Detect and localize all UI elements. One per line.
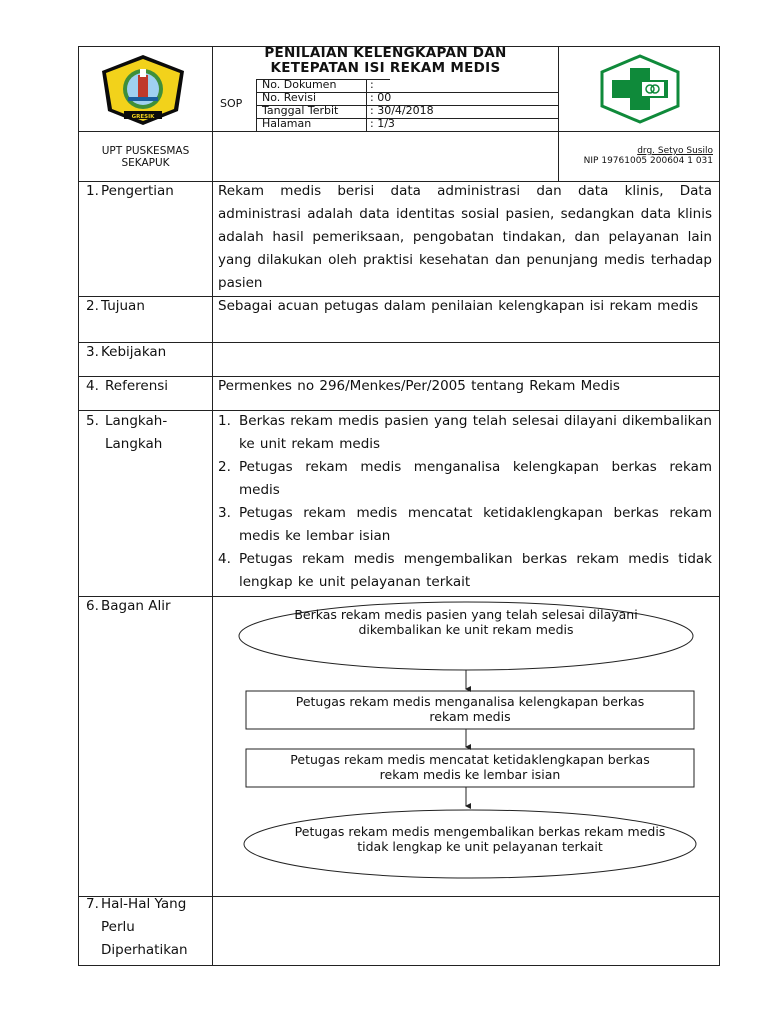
list-item <box>218 548 712 594</box>
signer <box>559 146 713 166</box>
step-number: 2. <box>218 459 231 475</box>
flow-line: Petugas rekam medis mencatat ketidaklengkapan berkas <box>290 752 650 767</box>
section-label-langkah <box>86 410 210 456</box>
section-text-tujuan: Sebagai acuan petugas dalam penilaian kelengkapan isi rekam medis <box>218 298 699 314</box>
section-number: 7. <box>86 896 99 912</box>
step-text: Petugas rekam medis menganalisa kelengkapan berkas rekam medis <box>239 459 712 498</box>
meta-value: : <box>370 78 374 91</box>
section-label-pengertian <box>86 180 210 203</box>
section-label: Langkah <box>105 436 163 452</box>
section-label: Diperhatikan <box>101 942 188 958</box>
meta-value: : 30/4/2018 <box>370 104 434 117</box>
section-text-pengertian: Rekam medis berisi data administrasi dan data klinis, Data administrasi adalah data identitas sosial pasien, sedangkan data klinis adalah hasil pemeriksaan, pengobatan tindakan, dan pelayanan lain yang dilakukan oleh praktisi kesehatan dan penunjang medis terhadap pasien <box>218 183 712 291</box>
flow-line: rekam medis ke lembar isian <box>379 767 561 782</box>
step-text: Petugas rekam medis mengembalikan berkas rekam medis tidak lengkap ke unit pelayanan terkait <box>239 551 712 590</box>
flow-node-text <box>246 752 694 782</box>
section-number: 1. <box>86 183 99 199</box>
section-label: Perlu <box>101 919 135 935</box>
section-label: Hal-Hal Yang <box>101 896 187 912</box>
step-number: 4. <box>218 551 231 567</box>
section-label-referensi <box>86 375 210 398</box>
sop-label: SOP <box>220 97 243 110</box>
flow-line: tidak lengkap ke unit pelayanan terkait <box>357 839 603 854</box>
section-label-tujuan <box>86 295 210 318</box>
meta-label: No. Revisi <box>262 91 317 104</box>
flow-line: Berkas rekam medis pasien yang telah selesai dilayani <box>294 607 638 622</box>
flow-line: Petugas rekam medis mengembalikan berkas rekam medis <box>294 824 666 839</box>
table-border-right <box>719 46 720 966</box>
section-number: 5. <box>86 413 99 429</box>
section-label: Referensi <box>105 378 169 394</box>
signer-nip: NIP 19761005 200604 1 031 <box>583 156 713 166</box>
puskesmas-logo <box>598 54 682 124</box>
table-border-bottom <box>78 965 720 966</box>
signer-name: drg. Setyo Susilo <box>637 146 713 156</box>
list-item <box>218 456 712 502</box>
flow-node-text <box>252 824 708 854</box>
section-number: 3. <box>86 344 99 360</box>
table-border-left <box>78 46 79 966</box>
list-item <box>218 410 712 456</box>
step-text: Berkas rekam medis pasien yang telah selesai dilayani dikembalikan ke unit rekam medis <box>239 413 712 452</box>
meta-label: No. Dokumen <box>262 78 337 91</box>
section-text-referensi: Permenkes no 296/Menkes/Per/2005 tentang Rekam Medis <box>218 378 620 394</box>
section-number: 4. <box>86 378 99 394</box>
org-name <box>79 145 212 169</box>
org-line: SEKAPUK <box>121 157 170 169</box>
steps-list <box>218 410 712 594</box>
section-number: 6. <box>86 598 99 614</box>
title-line: KETEPATAN ISI REKAM MEDIS <box>270 60 501 76</box>
title-line: PENILAIAN KELENGKAPAN DAN <box>264 45 507 61</box>
step-number: 3. <box>218 505 231 521</box>
gresik-logo <box>98 53 188 127</box>
section-label: Pengertian <box>101 183 174 199</box>
section-label: Bagan Alir <box>101 598 171 614</box>
section-label-hal <box>86 893 210 962</box>
meta-value: : 00 <box>370 91 392 104</box>
section-label-kebijakan <box>86 341 210 364</box>
step-number: 1. <box>218 413 231 429</box>
section-label: Tujuan <box>101 298 145 314</box>
section-label-bagan <box>86 595 210 618</box>
flow-node-text <box>246 694 694 724</box>
section-label: Langkah- <box>105 413 168 429</box>
logo-text: GRESIK <box>131 114 155 120</box>
list-item <box>218 502 712 548</box>
header-divider <box>78 131 720 132</box>
flow-line: rekam medis <box>429 709 511 724</box>
step-text: Petugas rekam medis mencatat ketidaklengkapan berkas rekam medis ke lembar isian <box>239 505 712 544</box>
meta-label: Halaman <box>262 117 312 130</box>
flow-line: dikembalikan ke unit rekam medis <box>358 622 574 637</box>
flow-line: Petugas rekam medis menganalisa kelengkapan berkas <box>295 694 645 709</box>
meta-value: : 1/3 <box>370 117 395 130</box>
section-label: Kebijakan <box>101 344 167 360</box>
document-title <box>213 46 558 76</box>
section-number: 2. <box>86 298 99 314</box>
org-line: UPT PUSKESMAS <box>101 145 190 157</box>
meta-label: Tanggal Terbit <box>262 104 339 117</box>
flow-node-text <box>238 607 694 637</box>
